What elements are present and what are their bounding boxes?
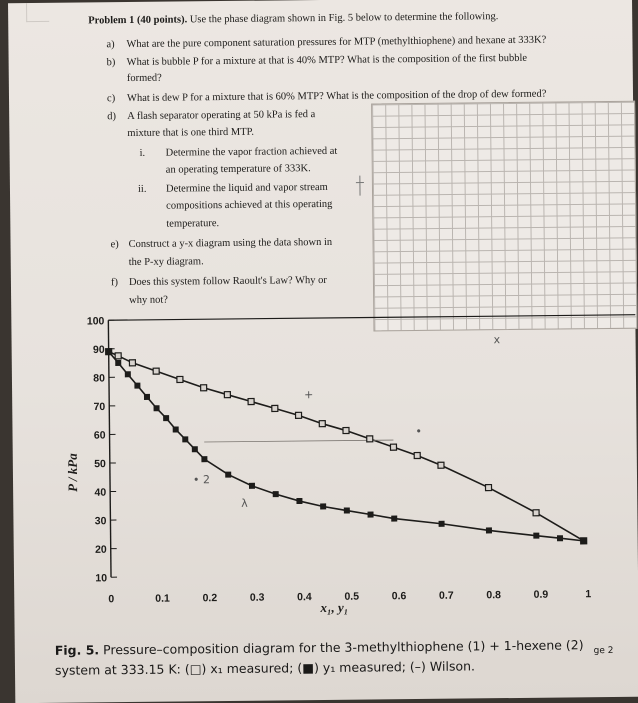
problem-intro: Use the phase diagram shown in Fig. 5 below to determine the following. — [190, 11, 499, 25]
x-tick-label: 0.8 — [486, 589, 501, 601]
y-tick-label: 60 — [94, 429, 106, 441]
y-tick-label: 30 — [95, 515, 107, 527]
x-tick-label: 0.6 — [392, 590, 407, 602]
x-tick-label: 0.1 — [155, 593, 170, 605]
x1-open-square-point — [367, 436, 373, 442]
y-tick-label: 50 — [94, 458, 106, 470]
y-axis-title: P / kPa — [65, 453, 80, 492]
y1-filled-square-point — [320, 503, 326, 509]
x1-open-square-point — [115, 353, 121, 359]
x1-open-square-point — [272, 405, 278, 411]
y1-filled-square-point — [192, 446, 198, 452]
y1-filled-square-point — [368, 512, 374, 518]
subitem-i-line: an operating temperature of 333K. — [166, 163, 311, 176]
item-f-line: why not? — [129, 295, 168, 306]
problem-heading: Problem 1 (40 points). — [88, 14, 187, 26]
y-tick-label: 90 — [93, 344, 105, 356]
x-tick-label: 1 — [585, 588, 591, 600]
subitem-label: ii. — [138, 184, 147, 195]
chart-markers — [106, 344, 587, 549]
pressure-composition-chart — [8, 0, 638, 703]
x-tick-label: 0.4 — [297, 591, 312, 603]
y-axis-line — [108, 320, 111, 577]
x-tick-label: 0.2 — [202, 592, 217, 604]
y1-filled-square-point — [249, 483, 255, 489]
x1-open-square-point — [414, 452, 420, 458]
x1-open-square-point — [248, 399, 254, 405]
y1-filled-square-point — [106, 349, 112, 355]
subitem-ii-line: temperature. — [166, 218, 219, 230]
x1-open-square-point — [177, 376, 183, 382]
item-d-line: A flash separator operating at 50 kPa is fed a — [127, 109, 315, 122]
y1-filled-square-point — [273, 491, 279, 497]
y1-filled-square-point — [296, 498, 302, 504]
x1-open-square-point — [296, 412, 302, 418]
chart-tick-labels — [87, 310, 592, 605]
item-d-line: mixture that is one third MTP. — [127, 127, 254, 139]
y-tick-label: 20 — [95, 544, 107, 556]
y-tick-label: 100 — [87, 315, 105, 327]
paper-sheet — [8, 0, 638, 703]
y1-filled-square-point — [486, 527, 492, 533]
x1-open-square-point — [390, 444, 396, 450]
y1-filled-square-point — [163, 415, 169, 421]
item-label: b) — [107, 57, 116, 68]
item-label: f) — [111, 277, 118, 288]
y1-filled-square-point — [557, 535, 563, 541]
y1-filled-square-point — [581, 538, 587, 544]
subitem-label: i. — [140, 148, 146, 159]
handwritten-mark: + — [304, 388, 313, 401]
y1-filled-square-point — [144, 394, 150, 400]
y-tick-label: 70 — [93, 401, 105, 413]
item-f-line: Does this system follow Raoult's Law? Why or — [129, 275, 327, 288]
y-tick-label: 10 — [95, 572, 107, 584]
item-e-line: Construct a y-x diagram using the data shown in — [128, 237, 332, 250]
y1-filled-square-point — [201, 456, 207, 462]
y1-filled-square-point — [225, 472, 231, 478]
figure-caption-label: Fig. 5. — [55, 642, 99, 657]
figure-caption-line-2: system at 333.15 K: (□) x₁ measured; (■) y₁ measured; (–) Wilson. — [55, 658, 475, 677]
subitem-i-line: Determine the vapor fraction achieved at — [166, 146, 338, 159]
y-tick-label: 80 — [93, 372, 105, 384]
caption-overflow: ge 2 — [594, 646, 614, 656]
handwritten-annotations — [190, 174, 502, 510]
handwritten-mark: • 2 — [193, 473, 210, 486]
subitem-ii-line: compositions achieved at this operating — [166, 199, 332, 212]
item-b-line: What is bubble P for a mixture at that is 40% MTP? What is the composition of the first bubble — [127, 53, 527, 68]
item-label: c) — [107, 93, 115, 104]
x1-open-square-point — [438, 462, 444, 468]
item-b-line: formed? — [127, 73, 162, 84]
top-frame-line — [108, 315, 636, 321]
handwritten-mark: • — [415, 425, 422, 438]
item-c-line: What is dew P for a mixture that is 60% MTP? What is the composition of the drop of dew formed? — [127, 89, 546, 104]
x1-open-square-point — [343, 428, 349, 434]
y1-filled-square-point — [125, 371, 131, 377]
x1-open-square-point — [153, 368, 159, 374]
y1-filled-square-point — [439, 521, 445, 527]
item-a-line: What are the pure component saturation pressures for MTP (methylthiophene) and hexane at 333K? — [126, 35, 546, 50]
y1-filled-square-point — [134, 383, 140, 389]
margin-tick-mark — [356, 176, 364, 196]
x1-open-square-point — [129, 360, 135, 366]
y1-filled-square-point — [115, 360, 121, 366]
handwritten-mark: λ — [241, 497, 248, 510]
x-tick-label: 0 — [108, 593, 114, 605]
x1-open-square-point — [533, 510, 539, 516]
x-tick-label: 0.9 — [534, 589, 549, 601]
handwritten-mark: x — [493, 333, 500, 346]
y1-filled-square-point — [391, 516, 397, 522]
y1-filled-square-point — [154, 405, 160, 411]
y1-filled-square-point — [173, 426, 179, 432]
x-axis-title: x₁, y₁ — [319, 600, 348, 615]
item-label: a) — [106, 39, 114, 50]
x-tick-label: 0.5 — [344, 591, 359, 603]
x1-open-square-point — [485, 485, 491, 491]
x1-open-square-point — [224, 392, 230, 398]
item-e-line: the P-xy diagram. — [129, 256, 204, 268]
y-tick-label: 40 — [94, 487, 106, 499]
x-tick-label: 0.3 — [250, 592, 265, 604]
y1-filled-square-point — [182, 436, 188, 442]
x1-open-square-point — [201, 385, 207, 391]
x1-open-square-point — [319, 421, 325, 427]
figure-caption-text: Pressure–composition diagram for the 3-methylthiophene (1) + 1-hexene (2) — [103, 637, 584, 657]
item-label: d) — [107, 111, 116, 122]
item-label: e) — [110, 239, 118, 250]
subitem-ii-line: Determine the liquid and vapor stream — [166, 182, 328, 195]
y1-filled-square-point — [533, 533, 539, 539]
y1-filled-square-point — [344, 507, 350, 513]
reference-line — [204, 440, 393, 442]
x-tick-label: 0.7 — [439, 590, 454, 602]
